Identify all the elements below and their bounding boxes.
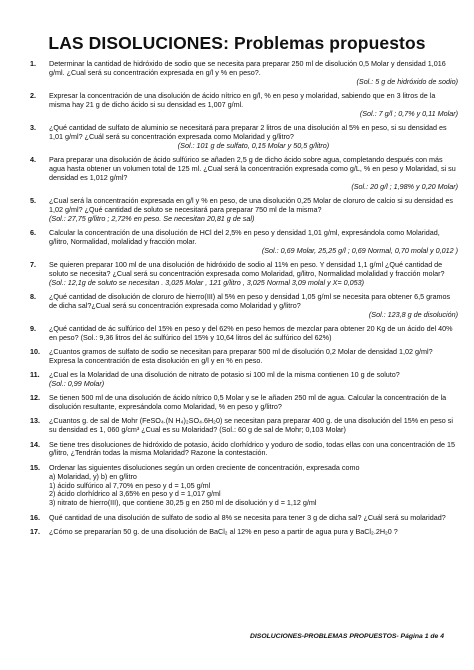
problem-body <box>49 325 458 343</box>
problem-number: 9. <box>30 324 36 334</box>
problem-body <box>49 229 458 256</box>
problem-body <box>49 124 458 151</box>
problem-number: 7. <box>30 260 36 269</box>
problem-item <box>30 124 458 151</box>
problem-number: 15. <box>30 462 40 472</box>
problem-text: Se tienen 500 ml de una disolución de ácido nítrico 0,5 Molar y se le añaden 250 ml de agua. Calcular la concentración de la disolución resultante, expresándola como Molaridad, % en peso y g/litro? <box>49 393 447 412</box>
problem-number: 11. <box>30 370 40 380</box>
problem-body <box>49 464 458 509</box>
problem-item <box>30 156 458 192</box>
problem-number: 6. <box>30 227 36 237</box>
problem-body <box>49 417 458 435</box>
problem-body <box>49 197 458 224</box>
problem-body <box>49 348 458 366</box>
problem-item <box>30 394 458 412</box>
problem-item <box>30 60 458 87</box>
problem-number: 1. <box>30 59 36 68</box>
problem-body <box>49 60 458 87</box>
problem-body <box>49 394 458 412</box>
problem-item <box>30 371 458 389</box>
problem-number: 2. <box>30 91 36 101</box>
problem-item <box>30 293 458 320</box>
problem-text: Se quieren preparar 100 ml de una disolución de hidróxido de sodio al 11% en peso. Y densidad 1,1 g/ml ¿Qué cantidad de soluto se necesita? ¿Cual será su concentración expresada como Molaridad, g/litro, Normalidad molalidad y fracción molar? <box>49 260 445 278</box>
problem-text: Qué cantidad de una disolución de sulfato de sodio al 8% se necesita para tener 3 g de dicha sal? ¿Cuál será su molaridad? <box>49 512 446 522</box>
problem-solution: (Sol.: 123,8 g de disolución) <box>368 309 458 319</box>
page-footer: DISOLUCIONES-PROBLEMAS PROPUESTOS- Página 1 de 4 <box>250 633 444 640</box>
problem-body <box>49 92 458 119</box>
problem-body <box>49 371 458 389</box>
problem-item <box>30 528 458 537</box>
problem-text: ¿Cual será la concentración expresada en g/l y % en peso, de una disolución 0,25 Molar de cloruro de calcio si su densidad es 1,02 g/ml? ¿Qué cantidad de soluto se necesitará para preparar 750 ml de la misma? <box>49 195 453 214</box>
problem-text: Expresar la concentración de una disolución de ácido nítrico en g/l, % en peso y molaridad, sabiendo que en 3 litros de la misma hay 21 g de dicho ácido si su densidad es 1,007 g/ml. <box>49 91 436 109</box>
problem-number: 12. <box>30 393 40 403</box>
page-title: LAS DISOLUCIONES: Problemas propuestos <box>48 33 426 53</box>
problem-text: Calcular la concentración de una disolución de HCl del 2,5% en peso y densidad 1,01 g/ml, expresándola como Molaridad, g/litro, Normalidad, molalidad y fracción molar. <box>49 227 440 246</box>
problem-text: ¿Qué cantidad de ác sulfúrico del 15% en peso y del 62% en peso hemos de mezclar para obtener 20 Kg de un ácido del 40% en peso? (Sol.: 9,36 litros del ác sulfúrico del 15% y 10,64 litros del ác sulfúrico del 62%) <box>49 324 453 342</box>
problem-body <box>49 514 458 523</box>
problem-number: 13. <box>30 416 40 426</box>
problem-solution: (Sol.: 20 g/l ; 1,98% y 0,20 Molar) <box>351 181 458 191</box>
problem-number: 17. <box>30 526 40 536</box>
problem-body <box>49 156 458 192</box>
problem-item <box>30 229 458 256</box>
problem-item <box>30 348 458 366</box>
problem-solution: (Sol.: 5 g de hidróxido de sodio) <box>356 76 458 86</box>
problem-text: ¿Qué cantidad de sulfato de aluminio se necesitará para preparar 2 litros de una disolución al 5% en peso, si su densidad es 1,01 g/ml? ¿Cuál será su concentración expresada como Molaridad y g/litro? <box>49 123 447 141</box>
problem-body <box>49 528 458 537</box>
problem-number: 16. <box>30 512 40 522</box>
problem-solution: (Sol.: 0,99 Molar) <box>49 379 105 389</box>
problem-item <box>30 325 458 343</box>
problem-number: 3. <box>30 123 36 133</box>
problem-text: ¿Cómo se prepararían 50 g. de una disolución de BaCl₂ al 12% en peso a partir de agua pura y BaCl₂.2H₂0 ? <box>49 526 398 536</box>
problem-body <box>49 441 458 459</box>
problem-item <box>30 441 458 459</box>
problem-text: Determinar la cantidad de hidróxido de sodio que se necesita para preparar 250 ml de disolución 0,5 Molar y densidad 1,016 g/ml. ¿Cual será su concentración expresada en g/l y % en peso?. <box>49 59 446 77</box>
problem-text: Ordenar las siguientes disoluciones según un orden creciente de concentración, expresada como a) Molaridad, y) b) en g/litro 1) ácido sulfúrico al 7,70% en peso y d = 1,05 g/ml 2) ácido clorhídrico al 3,65% en peso y d = 1,017 g/ml 3) nitrato de hierro(III), que contiene 30,25 g en 250 ml de disolución y d = 1,12 g/ml <box>49 462 360 508</box>
problem-item <box>30 92 458 119</box>
problem-solution: (Sol.: 0,69 Molar, 25,25 g/l ; 0,69 Normal, 0,70 molal y 0,012 ) <box>261 245 458 255</box>
problem-item <box>30 197 458 224</box>
problem-item <box>30 464 458 509</box>
problem-item <box>30 417 458 435</box>
problem-number: 5. <box>30 195 36 205</box>
problem-number: 8. <box>30 292 36 302</box>
problem-item <box>30 261 458 288</box>
problem-body <box>49 261 458 288</box>
problem-text: Para preparar una disolución de ácido sulfúrico se añaden 2,5 g de dicho ácido sobre agua, completando después con más agua hasta obtener un volumen total de 125 ml. ¿Cual será la concentración expresada como g/L, % en peso y Molaridad, si su densidad es 1,012 g/ml? <box>49 155 456 182</box>
problem-solution: (Sol.: 7 g/l ; 0,7% y 0,11 Molar) <box>359 108 458 118</box>
problem-item <box>30 514 458 523</box>
problem-number: 14. <box>30 439 40 449</box>
problem-text: ¿Cual es la Molaridad de una disolución de nitrato de potasio si 100 ml de la misma contienen 10 g de soluto? <box>49 370 400 380</box>
problem-body <box>49 293 458 320</box>
problem-solution: (Sol.: 12,1g de soluto se necesitan . 3,025 Molar , 121 g/litro , 3,025 Normal 3,09 molal y X= 0,053) <box>49 277 365 287</box>
problem-number: 10. <box>30 347 40 357</box>
problem-text: ¿Cuantos g. de sal de Mohr (FeSO₄.(N H₄)₂SO₄.6H₂0) se necesitan para preparar 400 g. de una disolución del 15% en peso si su densidad es 1, 060 g/cm³ ¿Cual es su Molaridad? (Sol.: 60 g de sal de Mohr; 0,103 Molar) <box>49 416 453 435</box>
problem-solution: (Sol.: 101 g de sulfato, 0,15 Molar y 50,5 g/litro) <box>177 140 330 150</box>
problem-text: ¿Cuantos gramos de sulfato de sodio se necesitan para preparar 500 ml de disolución 0,2 Molar de densidad 1,02 g/ml? Expresa la concentración de esta disolución en g/l y en % en peso. <box>49 347 433 366</box>
problem-list <box>30 60 458 542</box>
problem-number: 4. <box>30 155 36 165</box>
problem-solution: (Sol.: 27,75 g/litro ; 2,72% en peso. Se necesitan 20,81 g de sal) <box>49 213 255 223</box>
problem-text: ¿Qué cantidad de disolución de cloruro de hierro(III) al 5% en peso y densidad 1,05 g/ml se necesita para obtener 6,5 gramos de dicha sal?¿Cual será su concentración expresada como Molaridad y g/litro? <box>49 292 451 310</box>
problem-text: Se tiene tres disoluciones de hidróxido de potasio, ácido clorhídrico y yoduro de sodio, todas ellas con una concentración de 15 g/litro, ¿Tendrán todas la misma Molaridad? Razone la contestación. <box>49 439 455 458</box>
